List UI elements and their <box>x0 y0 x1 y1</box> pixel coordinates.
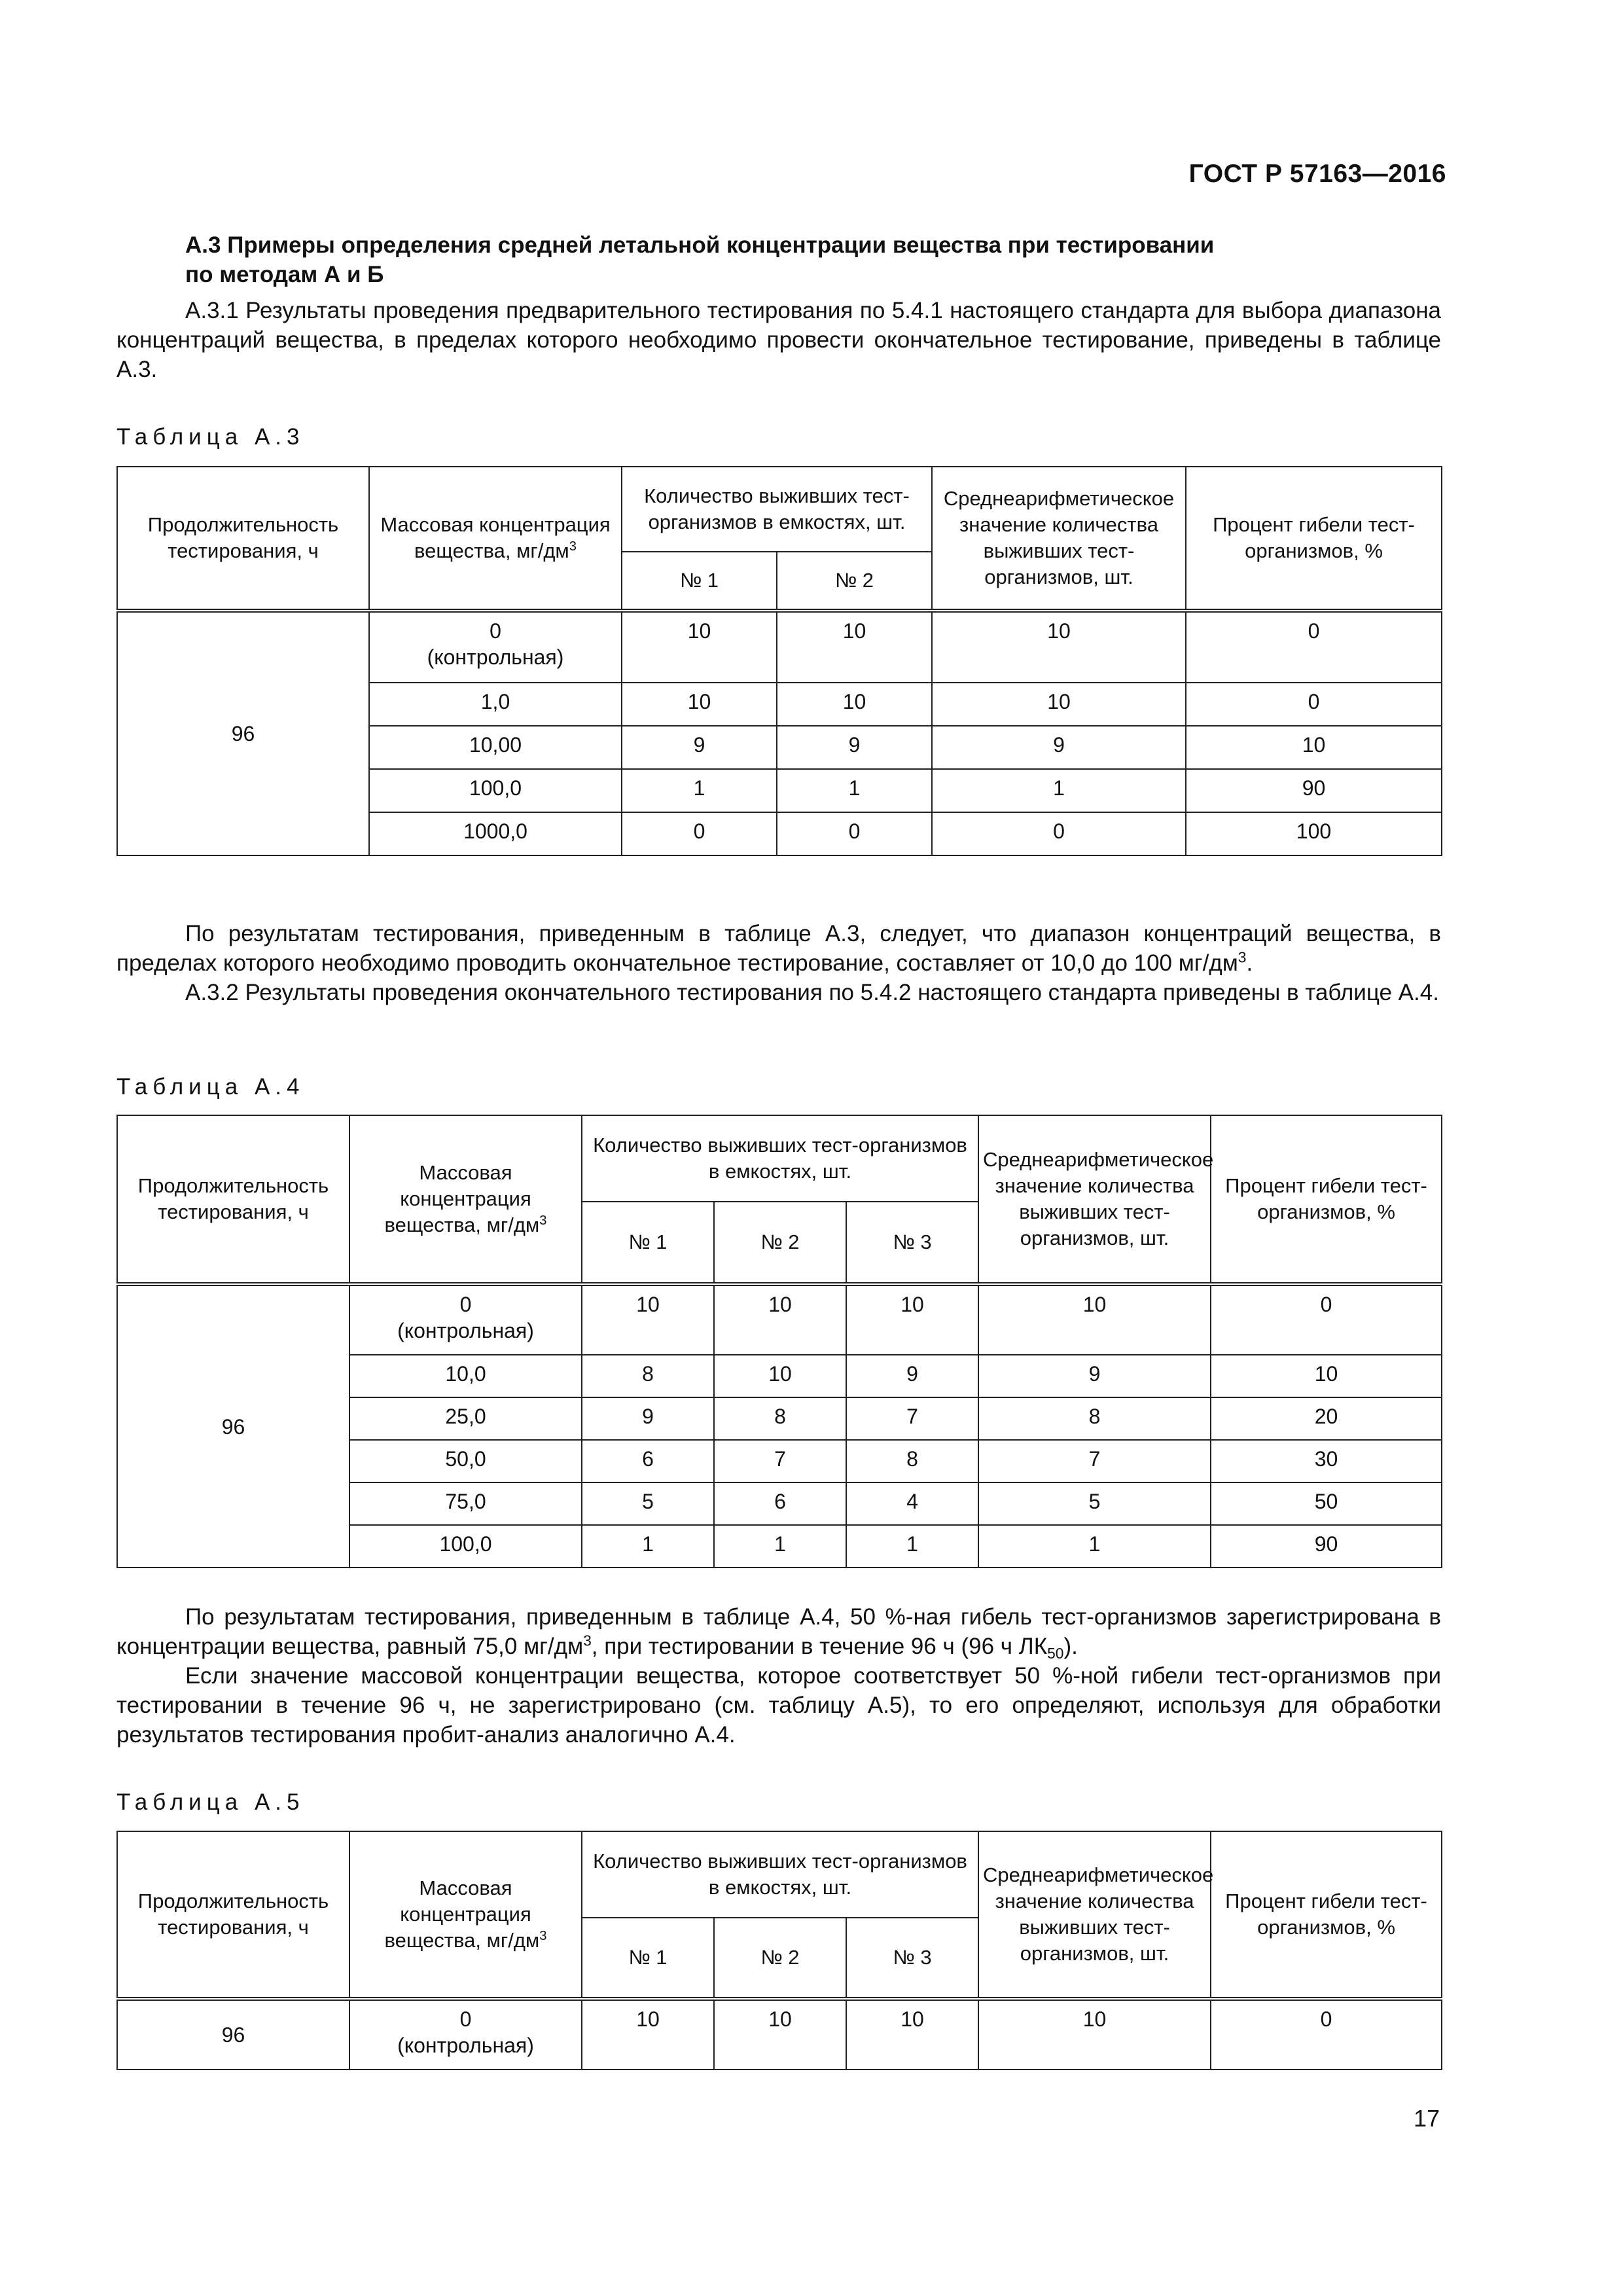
cell-conc: 100,0 <box>369 769 622 812</box>
cell-duration: 96 <box>117 611 369 855</box>
header-concentration: Массовая концентрация вещества, $мг/дм^3$ <box>349 1831 582 1999</box>
header-mean: Среднеарифметическое значение количества выживших тест-организмов, шт. <box>932 467 1186 611</box>
cell-duration: 96 <box>117 1284 349 1568</box>
cell-mean: 1 <box>932 769 1186 812</box>
cell-n1: 0 <box>622 812 777 855</box>
cell-n1: 5 <box>582 1482 714 1525</box>
paragraph-if-not-registered: Если значение массовой концентрации вещества, которое соответствует 50 %-ной гибели тест-организмов при тестировании в течение 96 ч, не зарегистрировано (см. таблицу А.5), то его определяют, используя для обработки результатов тестирования пробит-анализ аналогично А.4. <box>116 1663 1441 1748</box>
cell-conc: 50,0 <box>349 1440 582 1482</box>
cell-n1: 10 <box>582 1999 714 2070</box>
header-survivors: Количество выживших тест-организмов в емкостях, шт. <box>582 1115 978 1202</box>
cell-conc: 1,0 <box>369 683 622 726</box>
cell-pct: 100 <box>1186 812 1442 855</box>
table-row <box>117 611 1442 683</box>
cell-mean: 8 <box>978 1397 1211 1440</box>
cell-n2: 9 <box>777 726 932 769</box>
cell-conc: 1000,0 <box>369 812 622 855</box>
cell-pct: 50 <box>1211 1482 1442 1525</box>
cell-mean: 9 <box>932 726 1186 769</box>
table-a3 <box>116 466 1442 856</box>
header-survivors: Количество выживших тест-организмов в емкостях, шт. <box>582 1831 978 1918</box>
paragraph-a32: А.3.2 Результаты проведения окончательного тестирования по 5.4.2 настоящего стандарта приведены в таблице А.4. <box>185 980 1439 1005</box>
cell-mean: 5 <box>978 1482 1211 1525</box>
page-number: 17 <box>1413 2105 1440 2132</box>
header-mortality: Процент гибели тест-организмов, % <box>1186 467 1442 611</box>
cell-n1: 8 <box>582 1355 714 1397</box>
cell-n3: 10 <box>846 1999 978 2070</box>
cell-n1: 10 <box>622 611 777 683</box>
section-title-line-2: по методам А и Б <box>185 262 384 287</box>
table-a5 <box>116 1831 1442 2070</box>
cell-n2: 8 <box>714 1397 846 1440</box>
header-container-3: № 3 <box>846 1202 978 1284</box>
header-mean: Среднеарифметическое значение количества выживших тест-организмов, шт. <box>978 1115 1211 1284</box>
cell-conc <box>369 611 622 683</box>
header-survivors: Количество выживших тест-организмов в емкостях, шт. <box>622 467 932 552</box>
table-row <box>117 1284 1442 1355</box>
header-container-2: № 2 <box>714 1918 846 1999</box>
cell-n1: 9 <box>582 1397 714 1440</box>
cell-mean: 1 <box>978 1525 1211 1568</box>
header-container-2: № 2 <box>714 1202 846 1284</box>
cell-n2: 10 <box>777 683 932 726</box>
cell-mean: 10 <box>932 611 1186 683</box>
cell-n2: 0 <box>777 812 932 855</box>
cell-conc <box>349 1999 582 2070</box>
table-a4 <box>116 1115 1442 1568</box>
cell-n2: 7 <box>714 1440 846 1482</box>
cell-pct: 0 <box>1186 683 1442 726</box>
header-duration: Продолжительность тестирования, ч <box>117 1831 349 1999</box>
cell-n1: 9 <box>622 726 777 769</box>
cell-n3: 10 <box>846 1284 978 1355</box>
header-container-2: № 2 <box>777 552 932 611</box>
header-container-1: № 1 <box>582 1918 714 1999</box>
cell-n1: 6 <box>582 1440 714 1482</box>
table-row <box>117 1999 1442 2070</box>
cell-conc-value: 0 <box>490 619 501 643</box>
cell-n1: 10 <box>582 1284 714 1355</box>
cell-pct: 0 <box>1211 1999 1442 2070</box>
cell-conc-value: 0 <box>459 1293 472 1316</box>
header-duration: Продолжительность тестирования, ч <box>117 1115 349 1284</box>
cell-conc: 10,0 <box>349 1355 582 1397</box>
cell-mean: 10 <box>932 683 1186 726</box>
table-a5-caption: Таблица А.5 <box>116 1789 305 1815</box>
cell-conc: 100,0 <box>349 1525 582 1568</box>
table-a4-caption: Таблица А.4 <box>116 1074 305 1100</box>
document-id: ГОСТ Р 57163—2016 <box>1188 160 1446 188</box>
cell-n2: 10 <box>714 1355 846 1397</box>
cell-n2: 10 <box>714 1284 846 1355</box>
cell-conc <box>349 1284 582 1355</box>
table-a3-caption: Таблица А.3 <box>116 424 305 450</box>
header-mortality: Процент гибели тест-организмов, % <box>1211 1831 1442 1999</box>
cell-pct: 30 <box>1211 1440 1442 1482</box>
cell-pct: 0 <box>1211 1284 1442 1355</box>
header-container-1: № 1 <box>622 552 777 611</box>
cell-pct: 10 <box>1211 1355 1442 1397</box>
cell-n3: 1 <box>846 1525 978 1568</box>
header-mortality: Процент гибели тест-организмов, % <box>1211 1115 1442 1284</box>
cell-n1: 10 <box>622 683 777 726</box>
header-duration: Продолжительность тестирования, ч <box>117 467 369 611</box>
cell-n3: 8 <box>846 1440 978 1482</box>
cell-pct: 90 <box>1211 1525 1442 1568</box>
cell-n3: 4 <box>846 1482 978 1525</box>
cell-pct: 20 <box>1211 1397 1442 1440</box>
cell-duration: 96 <box>117 1999 349 2070</box>
cell-n1: 1 <box>582 1525 714 1568</box>
header-container-1: № 1 <box>582 1202 714 1284</box>
cell-n2: 10 <box>714 1999 846 2070</box>
cell-n2: 10 <box>777 611 932 683</box>
cell-n2: 1 <box>714 1525 846 1568</box>
header-concentration: Массовая концентрация вещества, $мг/дм^3$ <box>369 467 622 611</box>
section-title <box>185 230 1442 289</box>
paragraph-a31: А.3.1 Результаты проведения предварительного тестирования по 5.4.1 настоящего стандарта для выбора диапазона концентраций вещества, в пределах которого необходимо провести окончательное тестирование, приведены в таблице А.3. <box>116 298 1441 382</box>
cell-pct: 10 <box>1186 726 1442 769</box>
paragraph-after-a4: По результатам тестирования, приведенным в таблице А.4, 50 %-ная гибель тест-организмов зарегистрирована в концентрации вещества, равный 75,0 $мг/дм^3$, при тестировании в течение 96 ч (96 ч $ЛК_{50}$). <box>116 1604 1441 1662</box>
cell-mean: 0 <box>932 812 1186 855</box>
cell-conc: 10,00 <box>369 726 622 769</box>
cell-pct: 90 <box>1186 769 1442 812</box>
cell-conc: 75,0 <box>349 1482 582 1525</box>
cell-n3: 7 <box>846 1397 978 1440</box>
cell-conc-note: (контрольная) <box>397 2034 534 2057</box>
cell-n3: 9 <box>846 1355 978 1397</box>
cell-pct: 0 <box>1186 611 1442 683</box>
cell-n1: 1 <box>622 769 777 812</box>
cell-n2: 6 <box>714 1482 846 1525</box>
section-title-line-1: А.3 Примеры определения средней летальной концентрации вещества при тестировании <box>185 232 1215 258</box>
cell-conc: 25,0 <box>349 1397 582 1440</box>
cell-mean: 10 <box>978 1284 1211 1355</box>
header-mean: Среднеарифметическое значение количества выживших тест-организмов, шт. <box>978 1831 1211 1999</box>
header-container-3: № 3 <box>846 1918 978 1999</box>
cell-mean: 7 <box>978 1440 1211 1482</box>
cell-conc-note: (контрольная) <box>397 1319 534 1342</box>
cell-mean: 9 <box>978 1355 1211 1397</box>
cell-conc-value: 0 <box>459 2007 472 2031</box>
header-concentration: Массовая концентрация вещества, $мг/дм^3$ <box>349 1115 582 1284</box>
cell-conc-note: (контрольная) <box>427 645 564 669</box>
cell-n2: 1 <box>777 769 932 812</box>
paragraph-after-a3: По результатам тестирования, приведенным в таблице А.3, следует, что диапазон концентраций вещества, в пределах которого необходимо проводить окончательное тестирование, составляет от 10,0 до 100 $мг/дм^3$. <box>116 921 1441 976</box>
cell-mean: 10 <box>978 1999 1211 2070</box>
